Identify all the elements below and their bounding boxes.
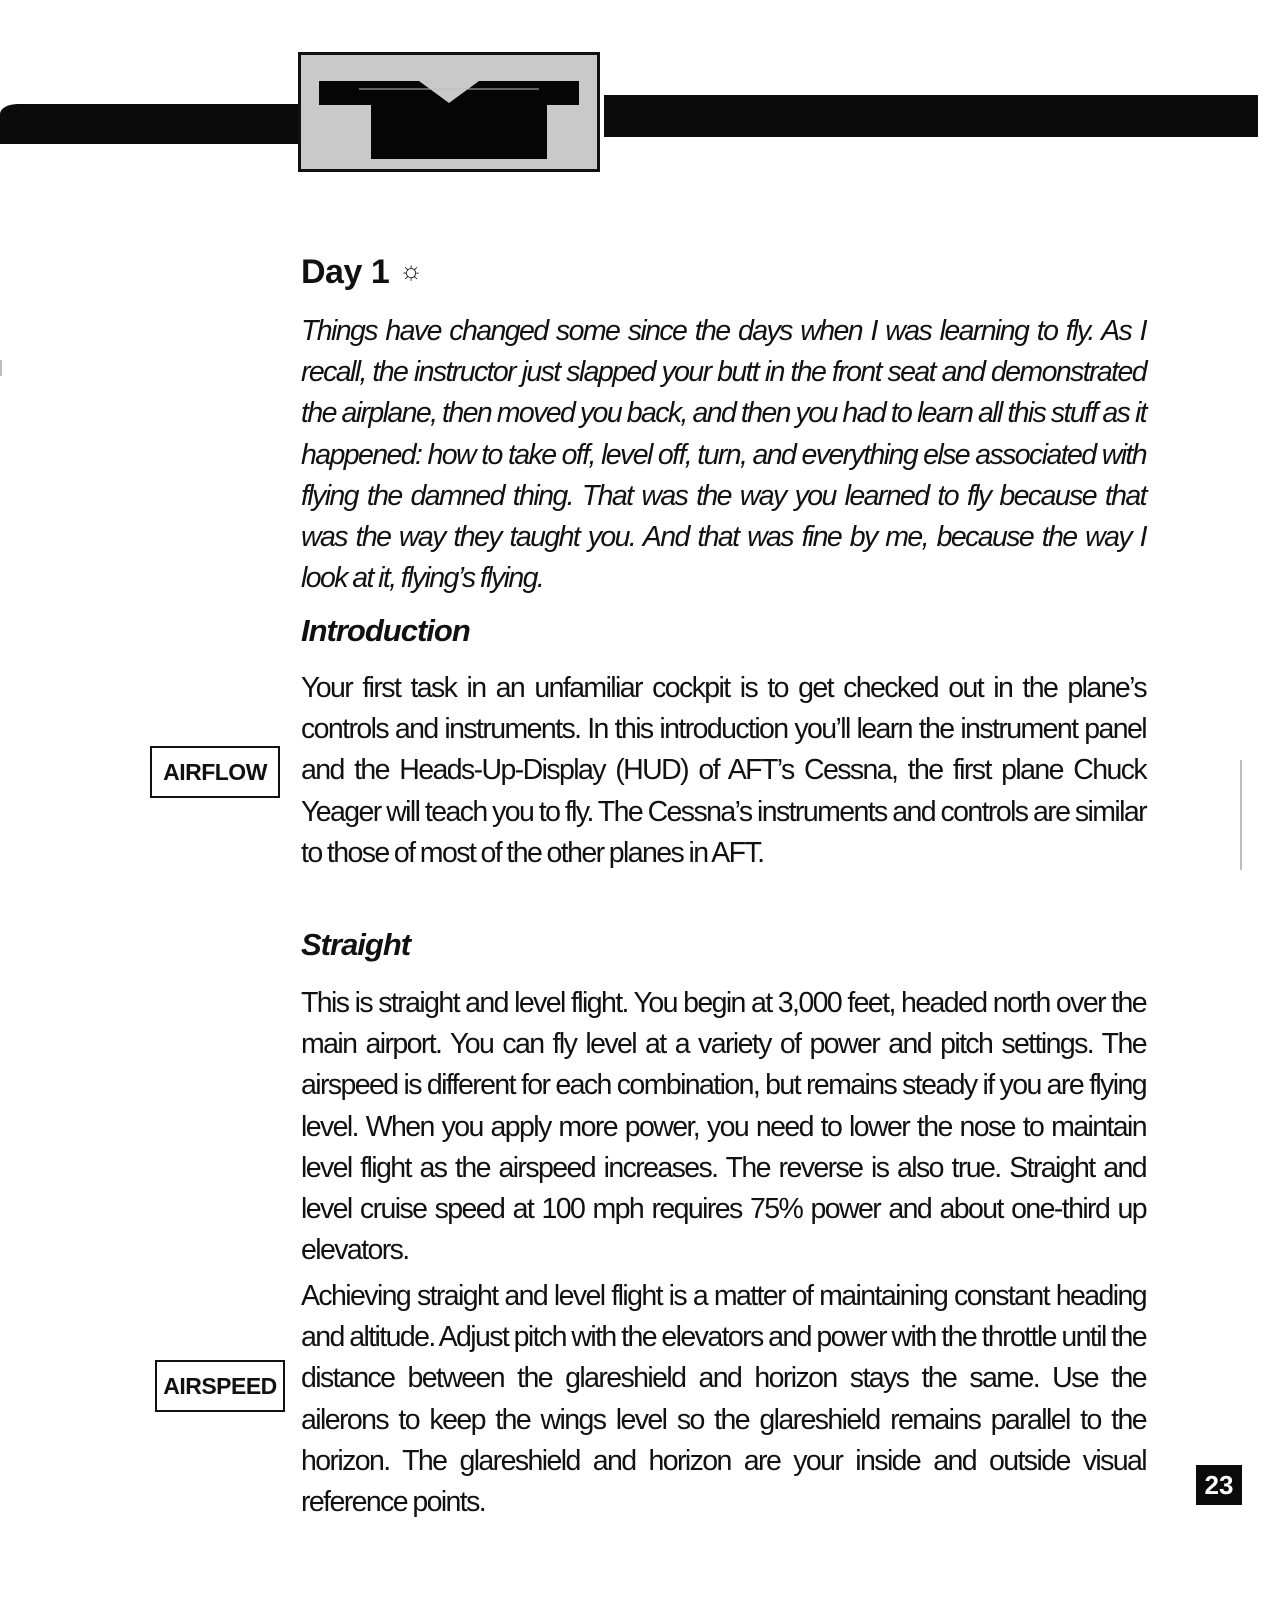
introduction-text: Your first task in an unfamiliar cockpit is to get checked out in the plane’s controls and instruments. In this introduction you’ll learn the instrument panel and the Heads-Up-Display (HUD) of AFT’s Cessna, the first plane Chuck Yeager will teach you to fly. The Cessna’s instruments and controls are similar to those of most of the other planes in AFT. xyxy=(301,672,1146,869)
header-bar-left xyxy=(0,104,306,144)
scan-mark xyxy=(1240,760,1242,870)
straight-text-1: This is straight and level flight. You begin at 3,000 feet, headed north over the main airport. You can fly level at a variety of power and pitch settings. The airspeed is different for each combination, but remains steady if you are flying level. When you apply more power, you need to lower the nose to maintain level flight as the airspeed increases. The reverse is also true. Straight and level cruise speed at 100 mph requires 75% power and about one-third up elevators. xyxy=(301,987,1146,1267)
straight-text-2: Achieving straight and level flight is a matter of maintaining constant heading and altitude. Adjust pitch with the elevators and power with the throttle until the distance between the glareshield and horizon stays the same. Use the ailerons to keep the wings level so the glareshield remains parallel to the horizon. The glareshield and horizon are your inside and outside visual reference points. xyxy=(301,1280,1146,1519)
page-number: 23 xyxy=(1196,1465,1242,1505)
introduction-heading: Introduction xyxy=(301,613,470,648)
day-title: Day 1 xyxy=(301,253,390,291)
scan-mark xyxy=(0,360,2,376)
day-heading xyxy=(301,248,423,294)
header-logo xyxy=(298,52,600,172)
header-bar-right xyxy=(604,95,1258,137)
straight-heading: Straight xyxy=(301,927,411,962)
yeager-y-emblem-icon xyxy=(301,55,597,169)
sun-icon: ☼ xyxy=(399,255,423,285)
day-intro-text: Things have changed some since the days when I was learning to fly. As I recall, the instructor just slapped your butt in the front seat and demonstrated the airplane, then moved you back, and then you had to learn all this stuff as it happened: how to take off, level off, turn, and everything else associated with flying the damned thing. That was the way you learned to fly because that was the way they taught you. And that was fine by me, because the way I look at it, flying’s flying. xyxy=(301,315,1146,595)
sidebar-tag-airspeed: AIRSPEED xyxy=(155,1360,285,1412)
sidebar-tag-airflow: AIRFLOW xyxy=(150,746,280,798)
